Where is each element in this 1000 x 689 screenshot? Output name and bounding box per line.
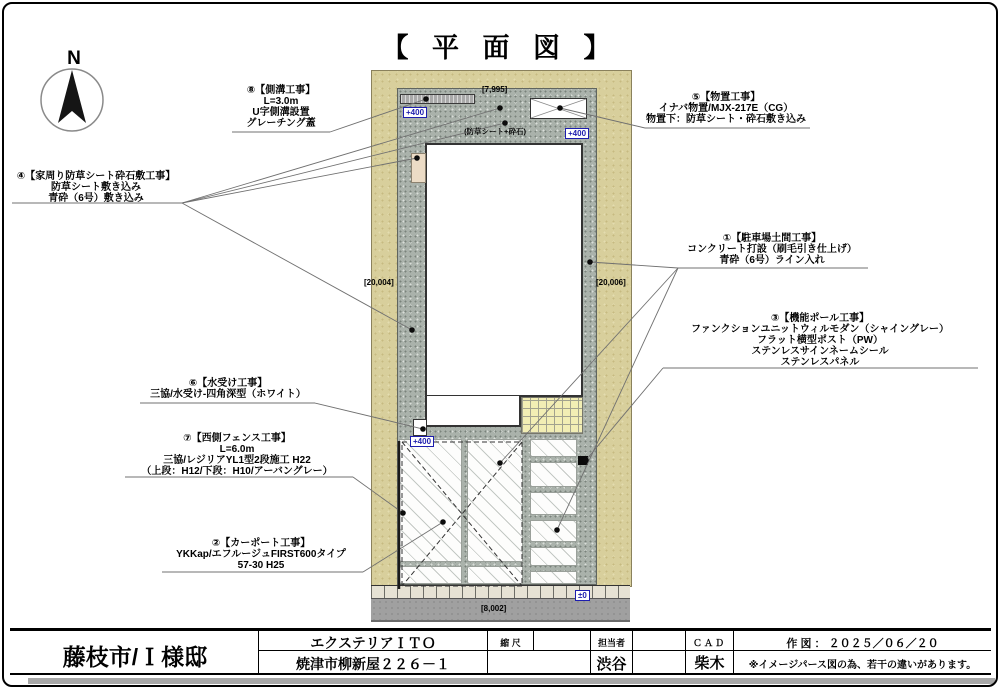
concrete-slab xyxy=(530,439,577,457)
house-outline xyxy=(425,143,583,397)
porch-step xyxy=(411,153,426,183)
titleblock-top-rule xyxy=(10,628,991,631)
house-extension xyxy=(425,396,521,427)
annotation-parking: ①【駐車場土間工事】 コンクリート打設（刷毛引き仕上げ） 青砕（6号）ライン入れ xyxy=(687,233,857,266)
water-receiver xyxy=(413,419,427,436)
level-marker: +400 xyxy=(410,436,434,447)
staff-label: 担当者 xyxy=(597,638,625,648)
annotation-water-receiver: ⑥【水受け工事】 三協/水受け-四角深型（ホワイト） xyxy=(150,378,306,400)
dim-left: [20,004] xyxy=(364,278,394,287)
level-marker: ±0 xyxy=(575,590,590,601)
dim-top: [7,995] xyxy=(482,85,508,94)
concrete-slab xyxy=(530,492,577,515)
cad-name: 柴木 xyxy=(694,655,725,672)
north-compass xyxy=(34,48,114,138)
annotation-weed-sheet: ④【家周り防草シート砕石敷工事】 防草シート敷き込み 青砕（6号）敷き込み xyxy=(16,171,176,204)
scale-label: 縮 尺 xyxy=(500,638,521,648)
company-address: 焼津市柳新屋２２６－１ xyxy=(296,656,450,672)
entrance-tile-area xyxy=(521,397,583,434)
annotation-carport: ②【カーポート工事】 YKKap/エフルージュFIRST600タイプ 57-30 H25 xyxy=(176,538,346,571)
dim-right: [20,006] xyxy=(596,278,626,287)
surface-note: (防草シート+砕石) xyxy=(464,127,526,136)
level-marker: +400 xyxy=(565,128,589,139)
annotation-gutter: ⑧【側溝工事】 L=3.0m U字側溝設置 グレーチング蓋 xyxy=(246,85,316,129)
u-gutter-grating xyxy=(400,94,475,104)
annotation-function-pole: ③【機能ポール工事】 ファンクションユニットウィルモダン（シャイングレー） フラット横型ポスト（PW） ステンレスサインネームシール ステンレスパネル xyxy=(690,313,950,368)
concrete-slab xyxy=(530,520,577,542)
staff-name: 渋谷 xyxy=(596,656,627,673)
page-title: 【 平 面 図 】 xyxy=(381,33,619,63)
concrete-slab xyxy=(467,566,523,584)
titleblock-bottom-rule xyxy=(10,673,991,675)
cad-label: ＣＡＤ xyxy=(692,638,726,648)
company-name: エクステリアＩＴＯ xyxy=(310,635,436,651)
concrete-slab xyxy=(467,439,523,562)
storage-shed xyxy=(530,98,587,119)
concrete-slab xyxy=(399,566,462,584)
annotation-shed: ⑤【物置工事】 イナバ物置/MJX-217E（CG） 物置下：防草シート・砕石敷き込み xyxy=(646,92,806,125)
sidewalk xyxy=(371,585,630,599)
concrete-slab xyxy=(530,571,577,584)
dim-bottom: [8,002] xyxy=(481,604,507,613)
client-name: 藤枝市/Ｉ様邸 xyxy=(62,644,208,670)
drawing-date: 作 図 ： ２０２５／０６／２０ xyxy=(786,638,939,650)
level-marker: +400 xyxy=(403,107,427,118)
function-pole xyxy=(578,456,588,465)
north-label: N xyxy=(67,48,81,69)
concrete-slab xyxy=(530,462,577,487)
concrete-slab xyxy=(530,547,577,566)
concrete-slab xyxy=(399,439,462,562)
annotation-west-fence: ⑦【西側フェンス工事】 L=6.0m 三協/レジリアYL1型2段施工 H22 （上段：H12/下段：H10/アーバングレー） xyxy=(141,433,333,477)
titleblock-shadow xyxy=(28,678,995,684)
disclaimer-note: ※イメージパース図の為、若干の違いがあります。 xyxy=(748,660,977,671)
